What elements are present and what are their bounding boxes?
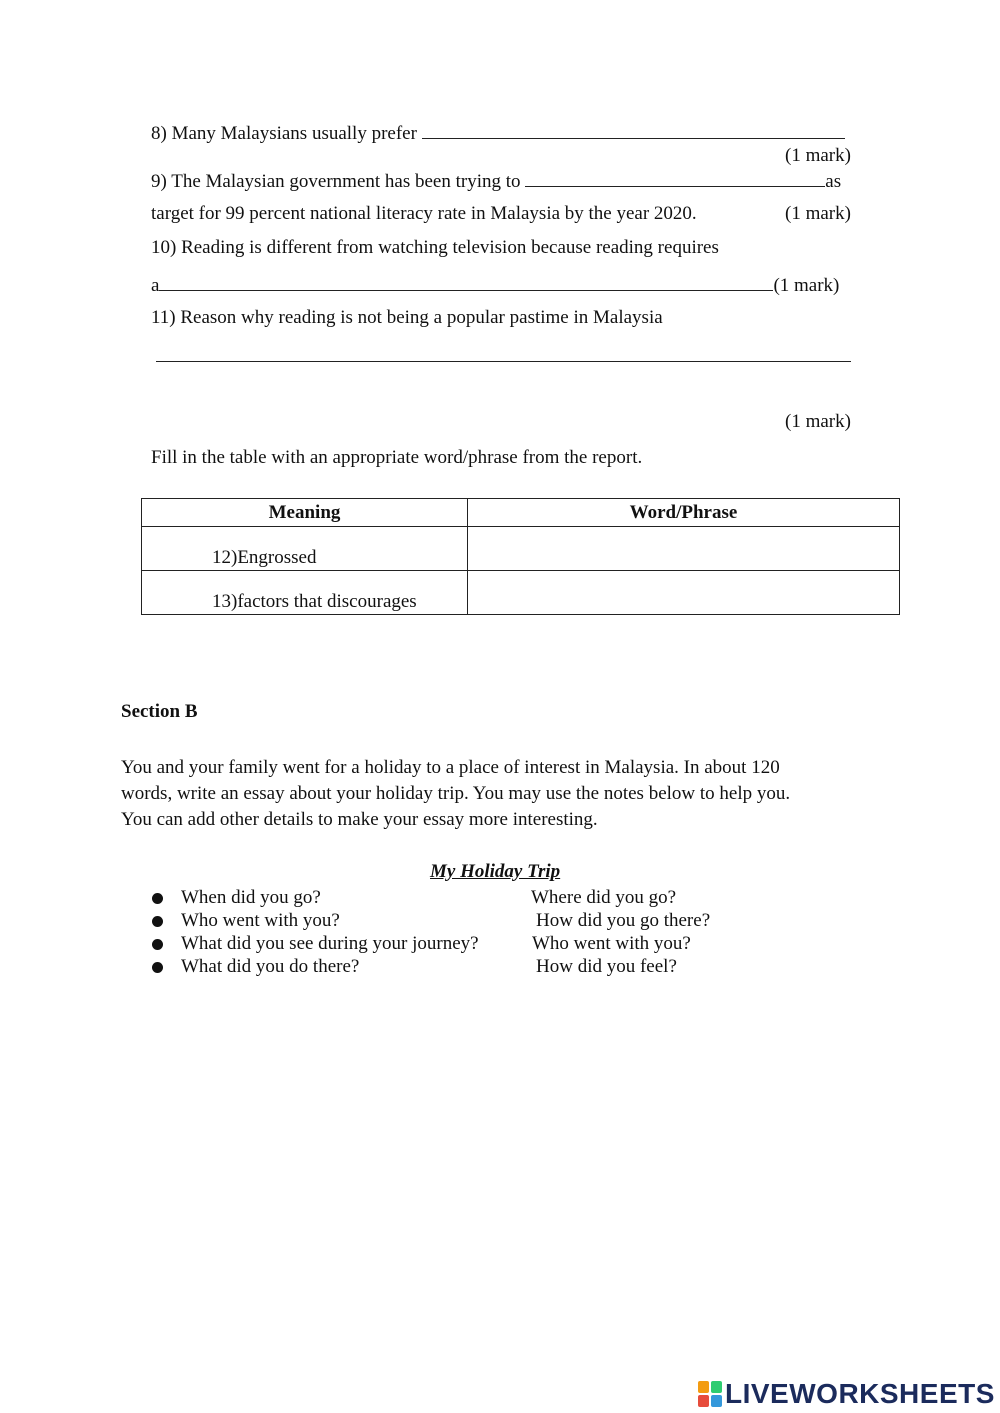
table-instruction: Fill in the table with an appropriate word/phrase from the report. xyxy=(151,447,643,468)
note-right: How did you feel? xyxy=(536,956,677,977)
question-11: 11) Reason why reading is not being a popular pastime in Malaysia xyxy=(151,307,663,328)
header-word-phrase: Word/Phrase xyxy=(468,499,900,527)
logo-square xyxy=(698,1381,709,1393)
table-row xyxy=(142,527,900,571)
bullet-icon xyxy=(152,916,163,927)
header-meaning: Meaning xyxy=(142,499,468,527)
question-10-prefix: a xyxy=(151,275,160,296)
answer-cell[interactable] xyxy=(468,571,900,615)
prompt-line: words, write an essay about your holiday trip. You may use the notes below to help you. xyxy=(121,783,791,804)
vocabulary-table xyxy=(141,498,900,615)
question-9-mark: (1 mark) xyxy=(785,203,851,224)
note-right: Who went with you? xyxy=(532,933,691,954)
meaning-cell: 12)Engrossed xyxy=(142,527,468,571)
liveworksheets-logo-text: LIVEWORKSHEETS xyxy=(725,1378,995,1409)
table-row xyxy=(142,571,900,615)
logo-square xyxy=(711,1381,722,1393)
prompt-line: You can add other details to make your essay more interesting. xyxy=(121,809,598,830)
meaning-cell: 13)factors that discourages xyxy=(142,571,468,615)
prompt-line: You and your family went for a holiday to a place of interest in Malaysia. In about 120 xyxy=(121,757,780,778)
bullet-icon xyxy=(152,939,163,950)
section-b-prompt xyxy=(121,755,790,833)
question-10-line-2 xyxy=(151,273,839,297)
question-10-mark: (1 mark) xyxy=(773,275,840,296)
question-8-mark: (1 mark) xyxy=(785,145,851,166)
note-right: How did you go there? xyxy=(536,910,711,931)
note-left: When did you go? xyxy=(181,887,321,908)
question-10-answer-blank[interactable] xyxy=(159,273,773,291)
question-11-mark: (1 mark) xyxy=(785,411,851,432)
question-10: 10) Reading is different from watching television because reading requires xyxy=(151,237,719,258)
bullet-icon xyxy=(152,893,163,904)
answer-cell[interactable] xyxy=(468,527,900,571)
question-9-answer-blank[interactable] xyxy=(525,169,825,187)
question-9-tail: as xyxy=(825,171,842,192)
note-left: What did you do there? xyxy=(181,956,360,977)
logo-square xyxy=(711,1395,722,1407)
essay-heading: My Holiday Trip xyxy=(430,861,561,882)
question-8-answer-blank[interactable] xyxy=(422,121,845,139)
bullet-icon xyxy=(152,962,163,973)
question-8-text: 8) Many Malaysians usually prefer xyxy=(151,123,422,144)
liveworksheets-logo-icon xyxy=(698,1381,722,1407)
note-right: Where did you go? xyxy=(531,887,677,908)
question-9 xyxy=(151,169,841,193)
question-9-line-2: target for 99 percent national literacy rate in Malaysia by the year 2020. xyxy=(151,203,697,224)
note-left: What did you see during your journey? xyxy=(181,933,479,954)
logo-square xyxy=(698,1395,709,1407)
question-8 xyxy=(151,121,845,145)
note-left: Who went with you? xyxy=(181,910,340,931)
question-9-text: 9) The Malaysian government has been trying to xyxy=(151,171,526,192)
section-b-title: Section B xyxy=(121,701,198,722)
liveworksheets-logo xyxy=(698,1377,995,1411)
table-header-row xyxy=(142,499,900,527)
question-11-answer-blank[interactable] xyxy=(156,344,851,362)
